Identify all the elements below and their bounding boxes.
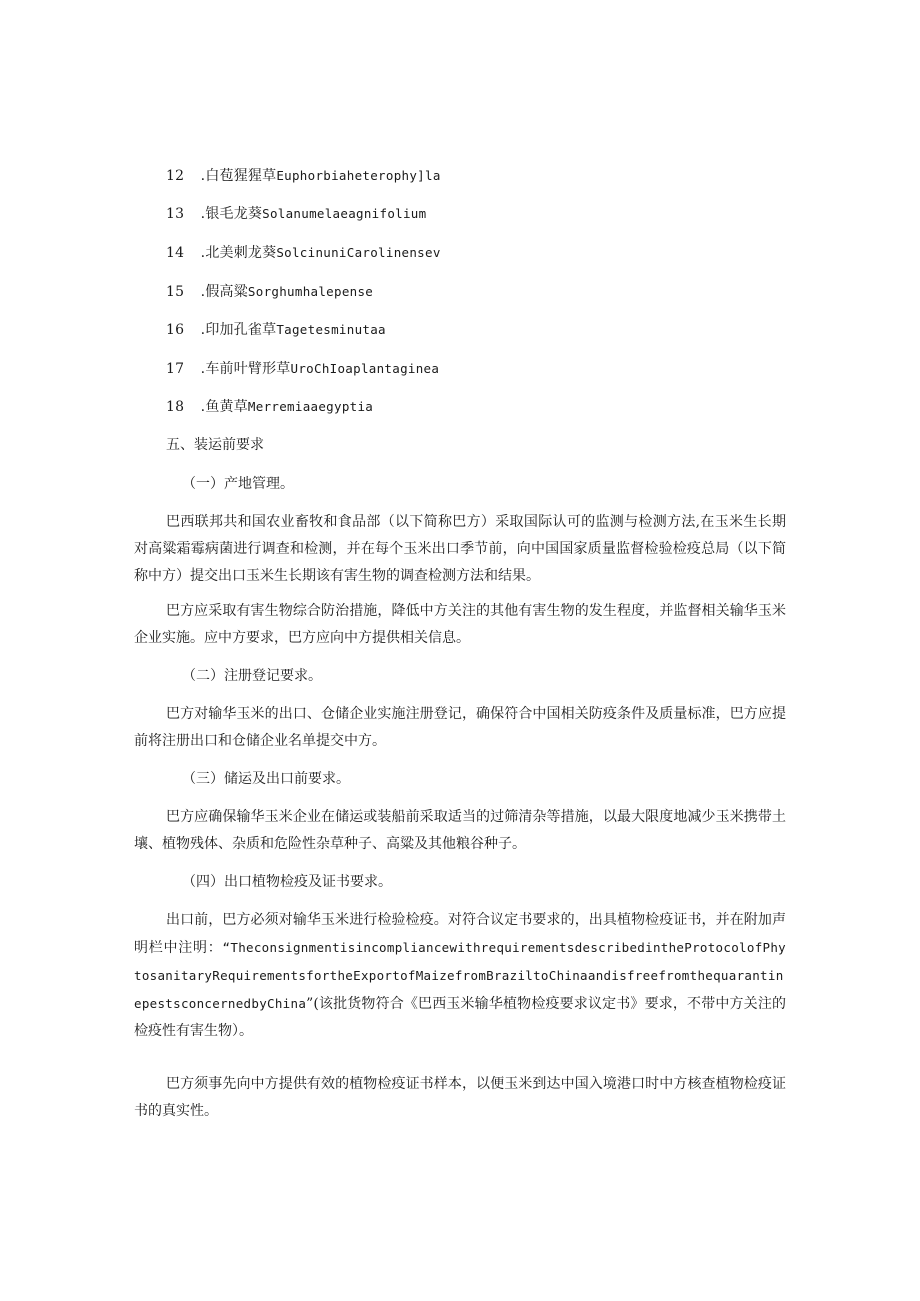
item-number: 14 [166, 245, 185, 261]
item-latin-name: Merremiaaegyptia [247, 399, 374, 414]
item-number: 17 [166, 361, 185, 377]
item-latin-name: Euphorbiaheterophy]la [276, 168, 441, 183]
item-latin-name: Tagetesminutaa [276, 322, 386, 337]
paragraph-certificate-sample: 巴方须事先向中方提供有效的植物检疫证书样本，以便玉米到达中国入境港口时中方核查植物检疫证书的真实性。 [134, 1076, 786, 1119]
item-chinese-name: 北美刺龙葵 [205, 245, 277, 261]
section-heading: 五、装运前要求 [166, 437, 264, 453]
paragraph-certificate [134, 907, 786, 1045]
item-latin-name: SolcinuniCarolinensev [276, 245, 441, 260]
item-separator: . [196, 361, 206, 377]
item-latin-name: Solanumelaeagnifolium [262, 206, 427, 221]
item-separator: . [196, 168, 206, 184]
item-number: 12 [166, 168, 185, 184]
paragraph-origin-monitoring: 巴西联邦共和国农业畜牧和食品部（以下简称巴方）采取国际认可的监测与检测方法,在玉米生长期对高粱霜霉病菌进行调查和检测，并在每个玉米出口季节前，向中国国家质量监督检验检疫总局（以下简称中方）提交出口玉米生长期该有害生物的调查检测方法和结果。 [134, 514, 786, 584]
item-chinese-name: 印加孔雀草 [205, 322, 277, 338]
item-chinese-name: 车前叶臂形草 [205, 361, 291, 377]
item-chinese-name: 银毛龙葵 [205, 206, 263, 222]
item-number: 13 [166, 206, 185, 222]
subsection-heading-storage: （三）储运及出口前要求。 [182, 771, 350, 787]
certificate-declaration: “TheconsignmentisincompliancewithrequirementsdescribedintheProtocolofPhytosanitaryRequirementsfortheExportofMaizefromBraziltoChinaandisfreefromthequarantinepestsconcernedbyChina [134, 940, 786, 1011]
item-number: 15 [166, 284, 185, 300]
certificate-intro: 出口前，巴方必须对输华玉米进行检验检疫。对符合议定书要求的，出具植物检疫证书，并在附加声明栏中注明： [134, 912, 786, 956]
item-chinese-name: 白苞猩猩草 [205, 168, 277, 184]
item-separator: . [196, 206, 206, 222]
item-number: 16 [166, 322, 185, 338]
subsection-heading-origin: （一）产地管理。 [182, 476, 294, 492]
item-latin-name: Sorghumhalepense [247, 284, 374, 299]
item-chinese-name: 鱼黄草 [205, 399, 248, 415]
subsection-heading-certificate: （四）出口植物检疫及证书要求。 [182, 874, 392, 890]
weed-list-item [166, 397, 373, 417]
weed-list-item [166, 359, 439, 379]
paragraph-registration: 巴方对输华玉米的出口、仓储企业实施注册登记，确保符合中国相关防疫条件及质量标准，巴方应提前将注册出口和仓储企业名单提交中方。 [134, 706, 786, 749]
subsection-heading-registration: （二）注册登记要求。 [182, 668, 322, 684]
item-separator: . [196, 245, 206, 261]
weed-list-item [166, 320, 386, 340]
item-separator: . [196, 284, 206, 300]
weed-list-item [166, 166, 441, 186]
item-chinese-name: 假高粱 [205, 284, 248, 300]
certificate-declaration-translation: ”(该批货物符合《巴西玉米输华植物检疫要求议定书》要求，不带中方关注的检疫性有害生物）。 [134, 996, 786, 1039]
item-number: 18 [166, 399, 185, 415]
item-separator: . [196, 322, 206, 338]
weed-list-item [166, 243, 441, 263]
item-latin-name: UroChIoaplantaginea [290, 361, 440, 376]
paragraph-storage: 巴方应确保输华玉米企业在储运或装船前采取适当的过筛清杂等措施，以最大限度地减少玉米携带土壤、植物残体、杂质和危险性杂草种子、高粱及其他粮谷种子。 [134, 809, 786, 852]
weed-list-item [166, 204, 426, 224]
weed-list-item [166, 282, 373, 302]
item-separator: . [196, 399, 206, 415]
paragraph-pest-control: 巴方应采取有害生物综合防治措施，降低中方关注的其他有害生物的发生程度，并监督相关输华玉米企业实施。应中方要求，巴方应向中方提供相关信息。 [134, 603, 786, 646]
